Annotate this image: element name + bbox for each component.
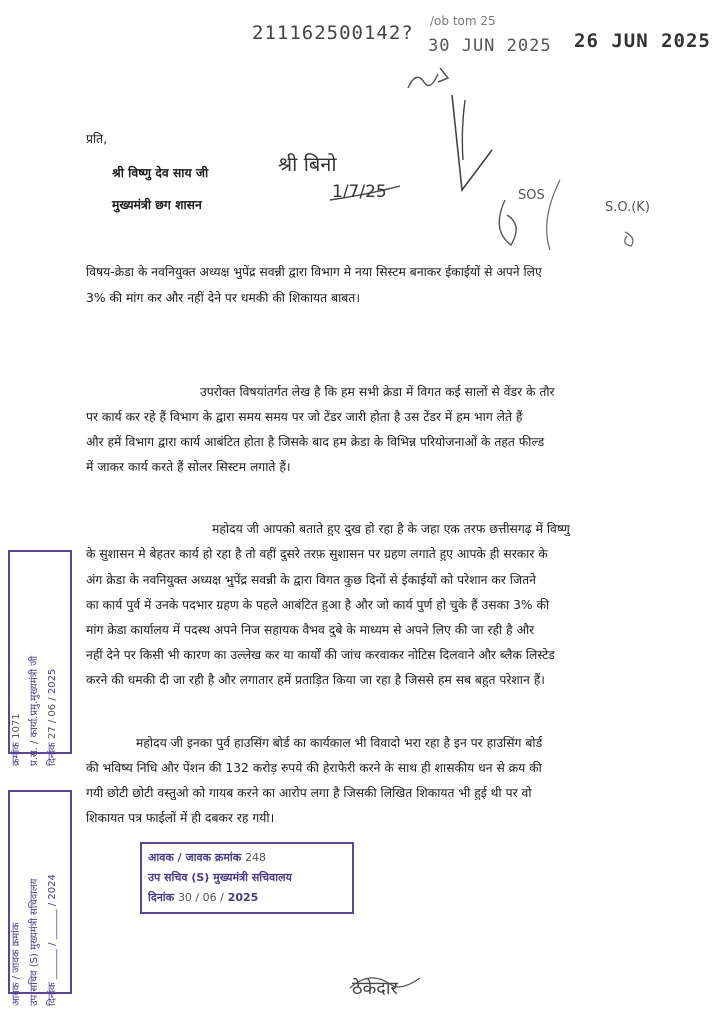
left-stamp-top-line3-value: 27 / 06 / <box>47 697 58 740</box>
bottom-stamp-line1: आवक / जावक क्रमांक <box>148 851 242 864</box>
para3-line-2: की भविष्य निधि और पेंशन की 132 करोड़ रुपये की हेराफेरी करने के साथ ही शासकीय धन से क्रय की <box>86 761 542 775</box>
salutation-prati: प्रति, <box>86 132 108 146</box>
left-stamp-top-line2: प्र.स. / कार्या.प्रमु.मुख्यमंत्री जी <box>29 655 40 766</box>
signature: ठेकेदार <box>352 978 398 999</box>
left-stamp-bottom-text: आवक / जावक क्रमांक उप सचिव (S) मुख्यमंत्री सचिवालय दिनांक ______ / ______ / 2024 <box>8 806 68 1006</box>
para1-line-3: और हमें विभाग द्वारा कार्य आबंटित होता है जिसके बाद हम क्रेडा के विभिन्न परियोजनाओं के तहत फील्ड <box>86 435 545 449</box>
bottom-stamp-text <box>148 848 348 908</box>
para2-line-3: अंग क्रेडा के नवनियुक्त अध्यक्ष भुपेंद्र सवन्नी के द्वारा विगत कुछ दिनों से ईकाईयों को परेशान कर जितने <box>86 573 536 587</box>
para3-line-4: शिकायत पत्र फाईलों में ही दबकर रह गयी। <box>86 811 275 825</box>
date-stamp-received: 30 JUN 2025 <box>428 36 552 56</box>
para2-line-5: मांग क्रेडा कार्यालय में पदस्थ अपने निज सहायक वैभव दुबे के माध्यम से अपने लिए की जा रही है और <box>86 623 535 637</box>
para1-line-2: पर कार्य कर रहे हैं विभाग के द्वारा समय समय पर जो टेंडर जारी होता है उस टेंडर में हम भाग लेते हैं <box>86 410 523 424</box>
para2-line-4: का कार्य पुर्व में उनके पदभार ग्रहण के पहले आबंटित हुआ है और जो कार्य पुर्ण हो चुके हैं उसका 3% की <box>86 598 550 612</box>
para2-line-6: नहीं देने पर किसी भी कारण का उल्लेख कर या कार्यों की जांच करवाकर नोटिस दिलवाने और ब्लैक लिस्टेड <box>86 648 555 662</box>
para3-line-3: गयी छोटी छोटी वस्तुओ को गायब करने का आरोप लगा है जिसकी लिखित शिकायत भी हुई थी पर वो <box>86 786 532 800</box>
para2-line-1: महोदय जी आपको बताते हुए दुख हो रहा है के जहा एक तरफ छत्तीसगढ़ में विष्णु <box>212 522 570 536</box>
left-stamp-bottom-line3: दिनांक <box>47 982 58 1006</box>
bottom-stamp-year: 2025 <box>227 891 259 904</box>
para1-line-4: में जाकर कार्य करते हैं सोलर सिस्टम लगाते हैं। <box>86 460 291 474</box>
handwritten-initials-1: SOS <box>518 188 545 203</box>
para2-line-2: के सुशासन मे बेहतर कार्य हो रहा है तो वहीं दुसरे तरफ़ सुशासन पर ग्रहण लगाते हुए आपके ही सरकार के <box>86 547 548 561</box>
left-stamp-top-line1-value: 1071 <box>11 713 22 739</box>
inward-number: 211162500142? <box>252 22 414 44</box>
reference-note: /ob tom 25 <box>430 14 496 28</box>
para1-line-1: उपरोक्त विषयांतर्गत लेख है कि हम सभी क्रेडा में विगत कई सालों से वेंडर के तौर <box>200 385 555 399</box>
subject-line-2: 3% की मांग कर और नहीं देने पर धमकी की शिकायत बाबत। <box>86 291 360 305</box>
left-stamp-top-year: 2025 <box>47 668 58 695</box>
left-stamp-bottom-year: 2024 <box>47 874 58 900</box>
left-stamp-bottom-line1: आवक / जावक क्रमांक <box>11 922 22 1006</box>
left-stamp-bottom-line2: उप सचिव (S) मुख्यमंत्री सचिवालय <box>29 878 40 1006</box>
date-stamp-cm-office: 26 JUN 2025 <box>574 30 711 52</box>
bottom-stamp-line3-value: 30 / 06 / <box>177 891 224 904</box>
para3-line-1: महोदय जी इनका पुर्व हाउसिंग बोर्ड का कार्यकाल भी विवादो भरा रहा है इन पर हाउसिंग बोर्ड <box>136 736 543 750</box>
recipient-name: श्री विष्णु देव साय जी <box>112 166 209 180</box>
handwritten-note: श्री बिनो <box>278 152 337 176</box>
handwritten-note-date: 1/7/25 <box>332 182 387 202</box>
para2-line-7: करने की धमकी दी जा रही है और लगातार हमें प्रताड़ित किया जा रहा है जिससे हम सब बहुत परेशान हैं। <box>86 673 545 687</box>
handwritten-marks <box>0 0 721 300</box>
handwritten-initials-2: S.O.(K) <box>605 200 650 215</box>
left-stamp-top-text <box>8 566 68 766</box>
left-stamp-top-line1: क्रमांक <box>11 742 22 766</box>
recipient-title: मुख्यमंत्री छग शासन <box>112 198 202 212</box>
signature-flourish <box>345 968 425 998</box>
subject-line-1: विषय-क्रेडा के नवनियुक्त अध्यक्ष भुपेंद्र सवन्नी द्वारा विभाग मे नया सिस्टम बनाकर ईकाईयों से अपने लिए <box>86 265 542 279</box>
bottom-stamp-line3: दिनांक <box>148 891 175 904</box>
bottom-stamp-line1-value: 248 <box>245 851 267 864</box>
left-stamp-top-line3: दिनांक <box>47 742 58 766</box>
bottom-stamp-line2: उप सचिव (S) मुख्यमंत्री सचिवालय <box>148 871 292 884</box>
